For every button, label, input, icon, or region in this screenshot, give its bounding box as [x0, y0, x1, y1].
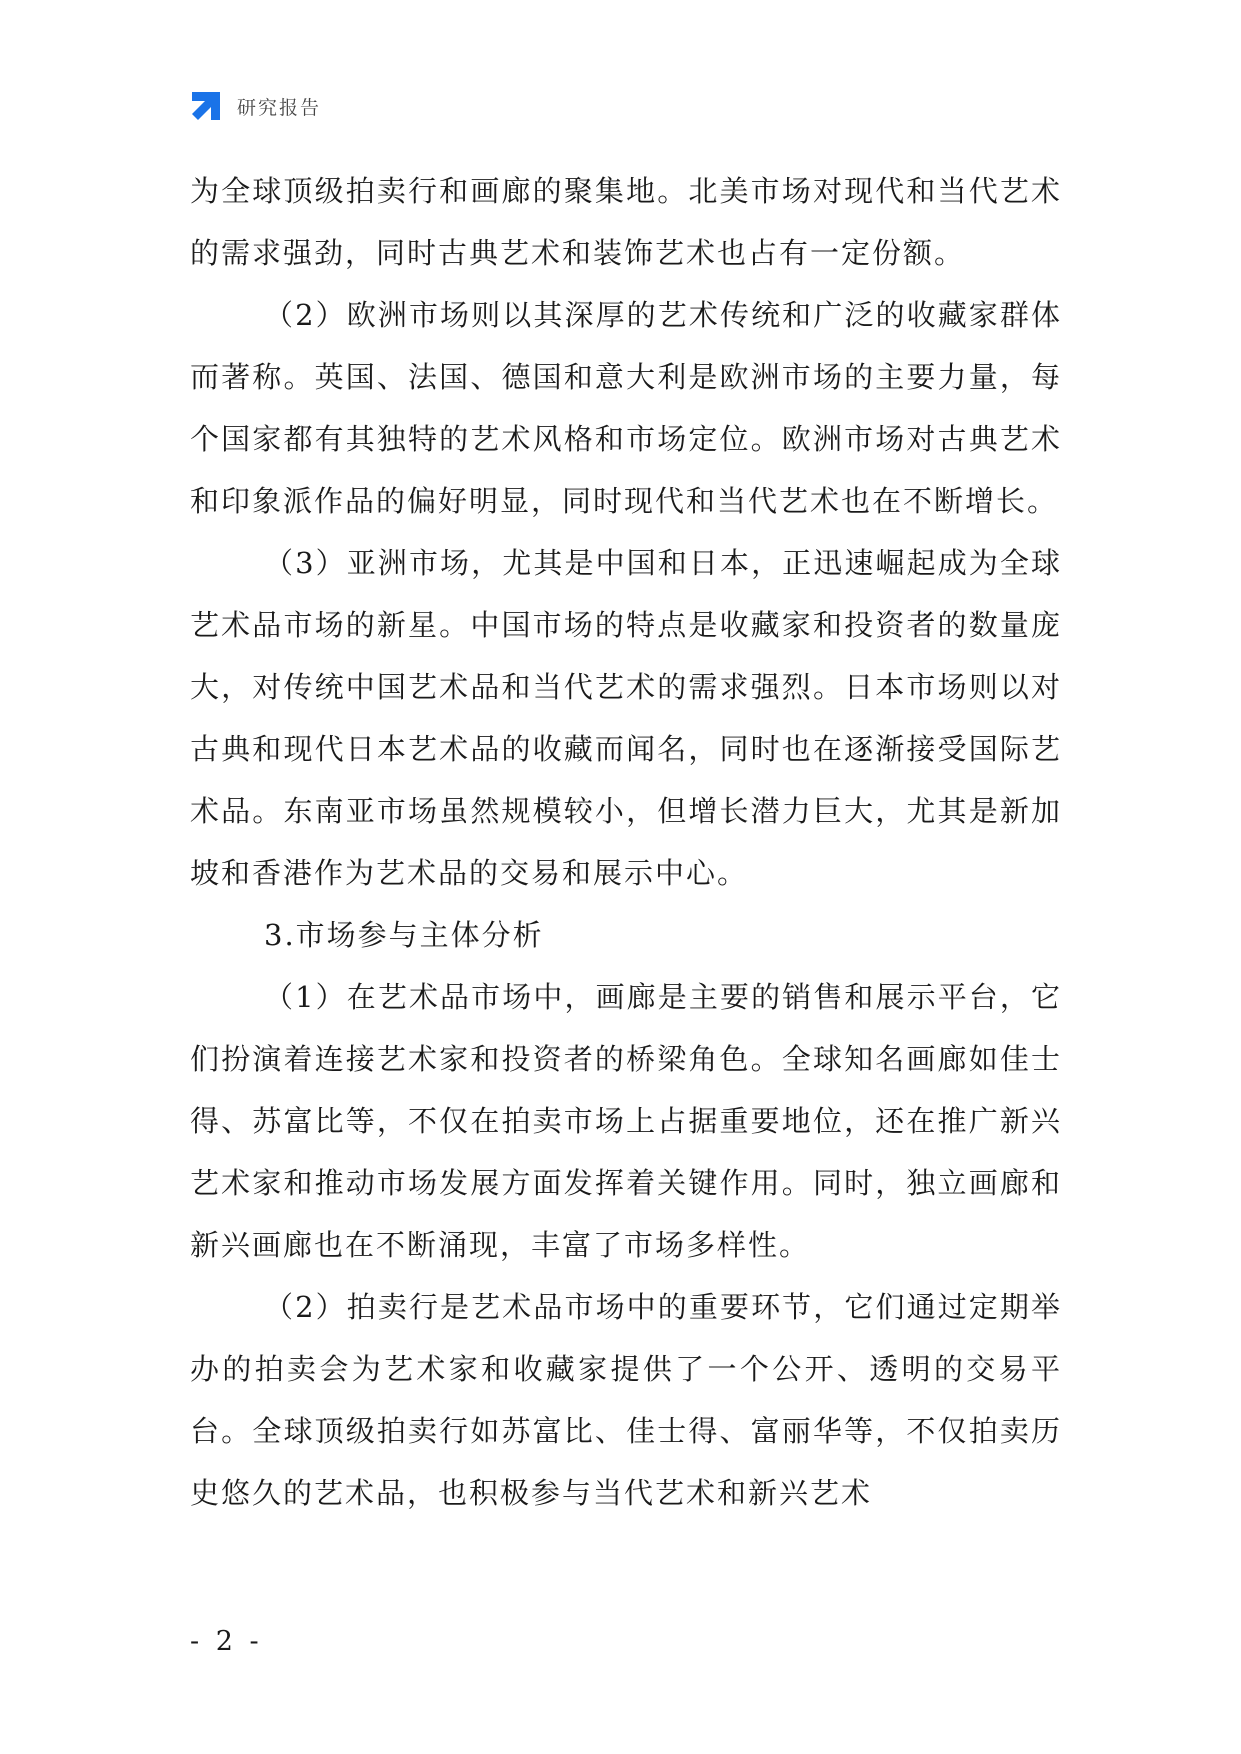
arrow-logo-icon: [189, 89, 223, 123]
page-number: - 2 -: [190, 1626, 263, 1657]
paragraph-asia-market: （3）亚洲市场，尤其是中国和日本，正迅速崛起成为全球艺术品市场的新星。中国市场的特点是收藏家和投资者的数量庞大，对传统中国艺术品和当代艺术的需求强烈。日本市场则以对古典和现代日本艺术品的收藏而闻名，同时也在逐渐接受国际艺术品。东南亚市场虽然规模较小，但增长潜力巨大，尤其是新加坡和香港作为艺术品的交易和展示中心。: [190, 546, 1062, 890]
paragraph-auction-houses: （2）拍卖行是艺术品市场中的重要环节，它们通过定期举办的拍卖会为艺术家和收藏家提供了一个公开、透明的交易平台。全球顶级拍卖行如苏富比、佳士得、富丽华等，不仅拍卖历史悠久的艺术品，也积极参与当代艺术和新兴艺术: [190, 1290, 1062, 1510]
paragraph-galleries: （1）在艺术品市场中，画廊是主要的销售和展示平台，它们扮演着连接艺术家和投资者的桥梁角色。全球知名画廊如佳士得、苏富比等，不仅在拍卖市场上占据重要地位，还在推广新兴艺术家和推动市场发展方面发挥着关键作用。同时，独立画廊和新兴画廊也在不断涌现，丰富了市场多样性。: [190, 980, 1062, 1262]
header-title: 研究报告: [237, 96, 322, 119]
paragraph-europe-market: （2）欧洲市场则以其深厚的艺术传统和广泛的收藏家群体而著称。英国、法国、德国和意大利是欧洲市场的主要力量，每个国家都有其独特的艺术风格和市场定位。欧洲市场对古典艺术和印象派作品的偏好明显，同时现代和当代艺术也在不断增长。: [190, 298, 1062, 518]
section-heading-market-participants: 3.市场参与主体分析: [264, 918, 544, 952]
document-body: [190, 160, 1062, 1524]
paragraph-continuation: 为全球顶级拍卖行和画廊的聚集地。北美市场对现代和当代艺术的需求强劲，同时古典艺术和装饰艺术也占有一定份额。: [190, 174, 1062, 270]
report-header: [189, 88, 321, 124]
